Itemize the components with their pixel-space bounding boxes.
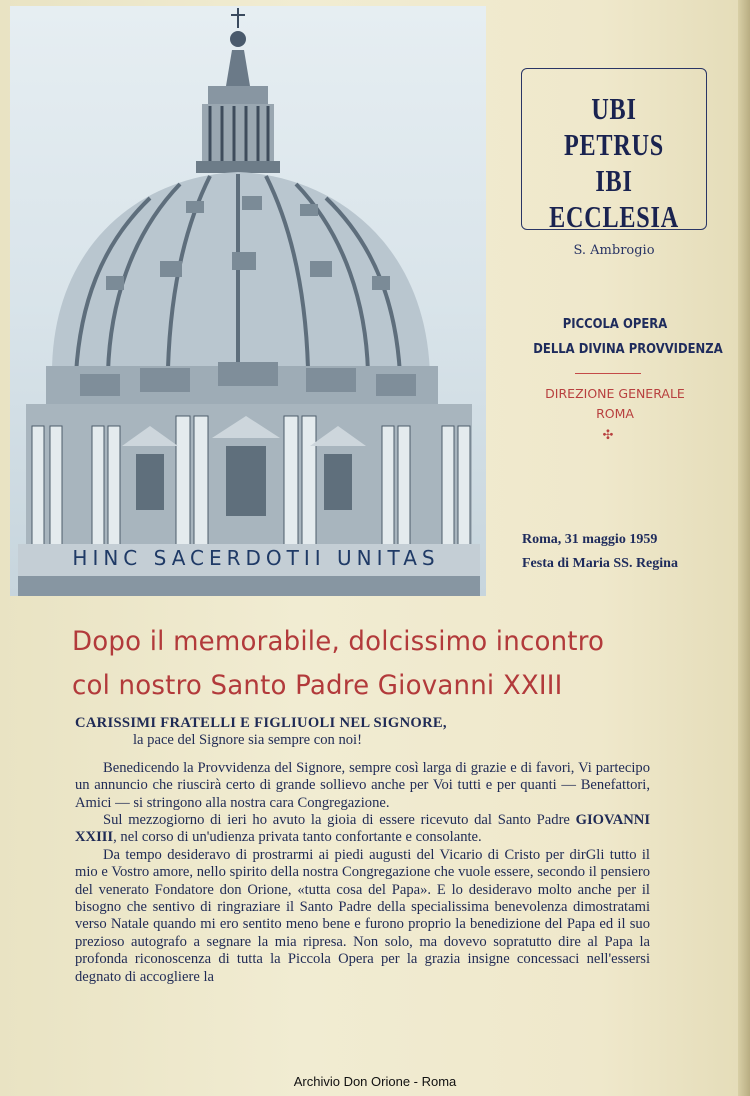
- motto-line-1: UBI PETRUS: [563, 91, 665, 162]
- archive-footer: Archivio Don Orione - Roma: [293, 1074, 457, 1089]
- salutation: CARISSIMI FRATELLI E FIGLIUOLI NEL SIGNORE,: [75, 715, 447, 731]
- paragraph-2-end: , nel corso di un'udienza privata tanto confortante e consolante.: [113, 829, 482, 846]
- motto-attribution: S. Ambrogio: [573, 243, 655, 258]
- divider-rule: [575, 373, 641, 374]
- dome-inscription: HINC SACERDOTII UNITAS: [72, 546, 440, 570]
- paragraph-2: [75, 812, 650, 847]
- headline-line-2: col nostro Santo Padre Giovanni XXIII: [72, 670, 563, 701]
- organization-line-2: DELLA DIVINA PROVVIDENZA: [533, 341, 723, 357]
- dome-photo: [10, 6, 486, 596]
- motto-line-2: IBI ECCLESIA: [549, 163, 679, 234]
- feast-day: Festa di Maria SS. Regina: [522, 556, 678, 571]
- headline: [72, 620, 682, 708]
- pope-name: GIOVANNI XXIII: [75, 812, 650, 846]
- organization-line-1: PICCOLA OPERA: [562, 316, 668, 332]
- headline-line-1: Dopo il memorabile, dolcissimo incontro: [72, 626, 605, 657]
- dateline: [522, 528, 722, 576]
- organization-name: [520, 312, 723, 362]
- paragraph-3: Da tempo desideravo di prostrarmi ai piedi augusti del Vicario di Cristo per dirGli tutto il mio e Vostro amore, nello spirito della nostra Congregazione che vuole essere, secondo il pensiero del venerato Fondatore don Orione, «tutta cosa del Papa». E lo desideravo molto anche per il bisogno che sentivo di ringraziare il Santo Padre della specialissima benevolenza dimostratami verso Natale quando mi ero sentito meno bene e furono proprio la benedizione del Papa ed il suo prezioso autografo a segnare la mia ripresa. Non solo, ma dovevo sopratutto dire al Papa la profonda riconoscenza di tutta la Piccola Opera per la grazia insigne concessaci nell'essersi degnato di accogliere la: [75, 846, 650, 985]
- cross-icon: ✣: [602, 428, 614, 443]
- paragraph-1: Benedicendo la Provvidenza del Signore, sempre così larga di grazie e di favori, Vi partecipo un annuncio che riuscirà certo di grande sollievo anche per Voi tutti e per quanti — Benefattori, Amici — si stringono alla nostra cara Congregazione.: [75, 759, 650, 811]
- direction-block: [520, 384, 710, 424]
- motto-box: [521, 68, 707, 258]
- page-edge: [738, 0, 750, 1096]
- direction-title: DIREZIONE GENERALE: [545, 386, 685, 401]
- letter-body: [75, 715, 650, 986]
- date: Roma, 31 maggio 1959: [522, 532, 658, 547]
- st-peters-dome-illustration: [10, 6, 486, 596]
- greeting: la pace del Signore sia sempre con noi!: [133, 732, 362, 749]
- direction-city: ROMA: [596, 406, 634, 421]
- paragraph-2-start: Sul mezzogiorno di ieri ho avuto la gioia di essere ricevuto dal Santo Padre: [103, 812, 576, 829]
